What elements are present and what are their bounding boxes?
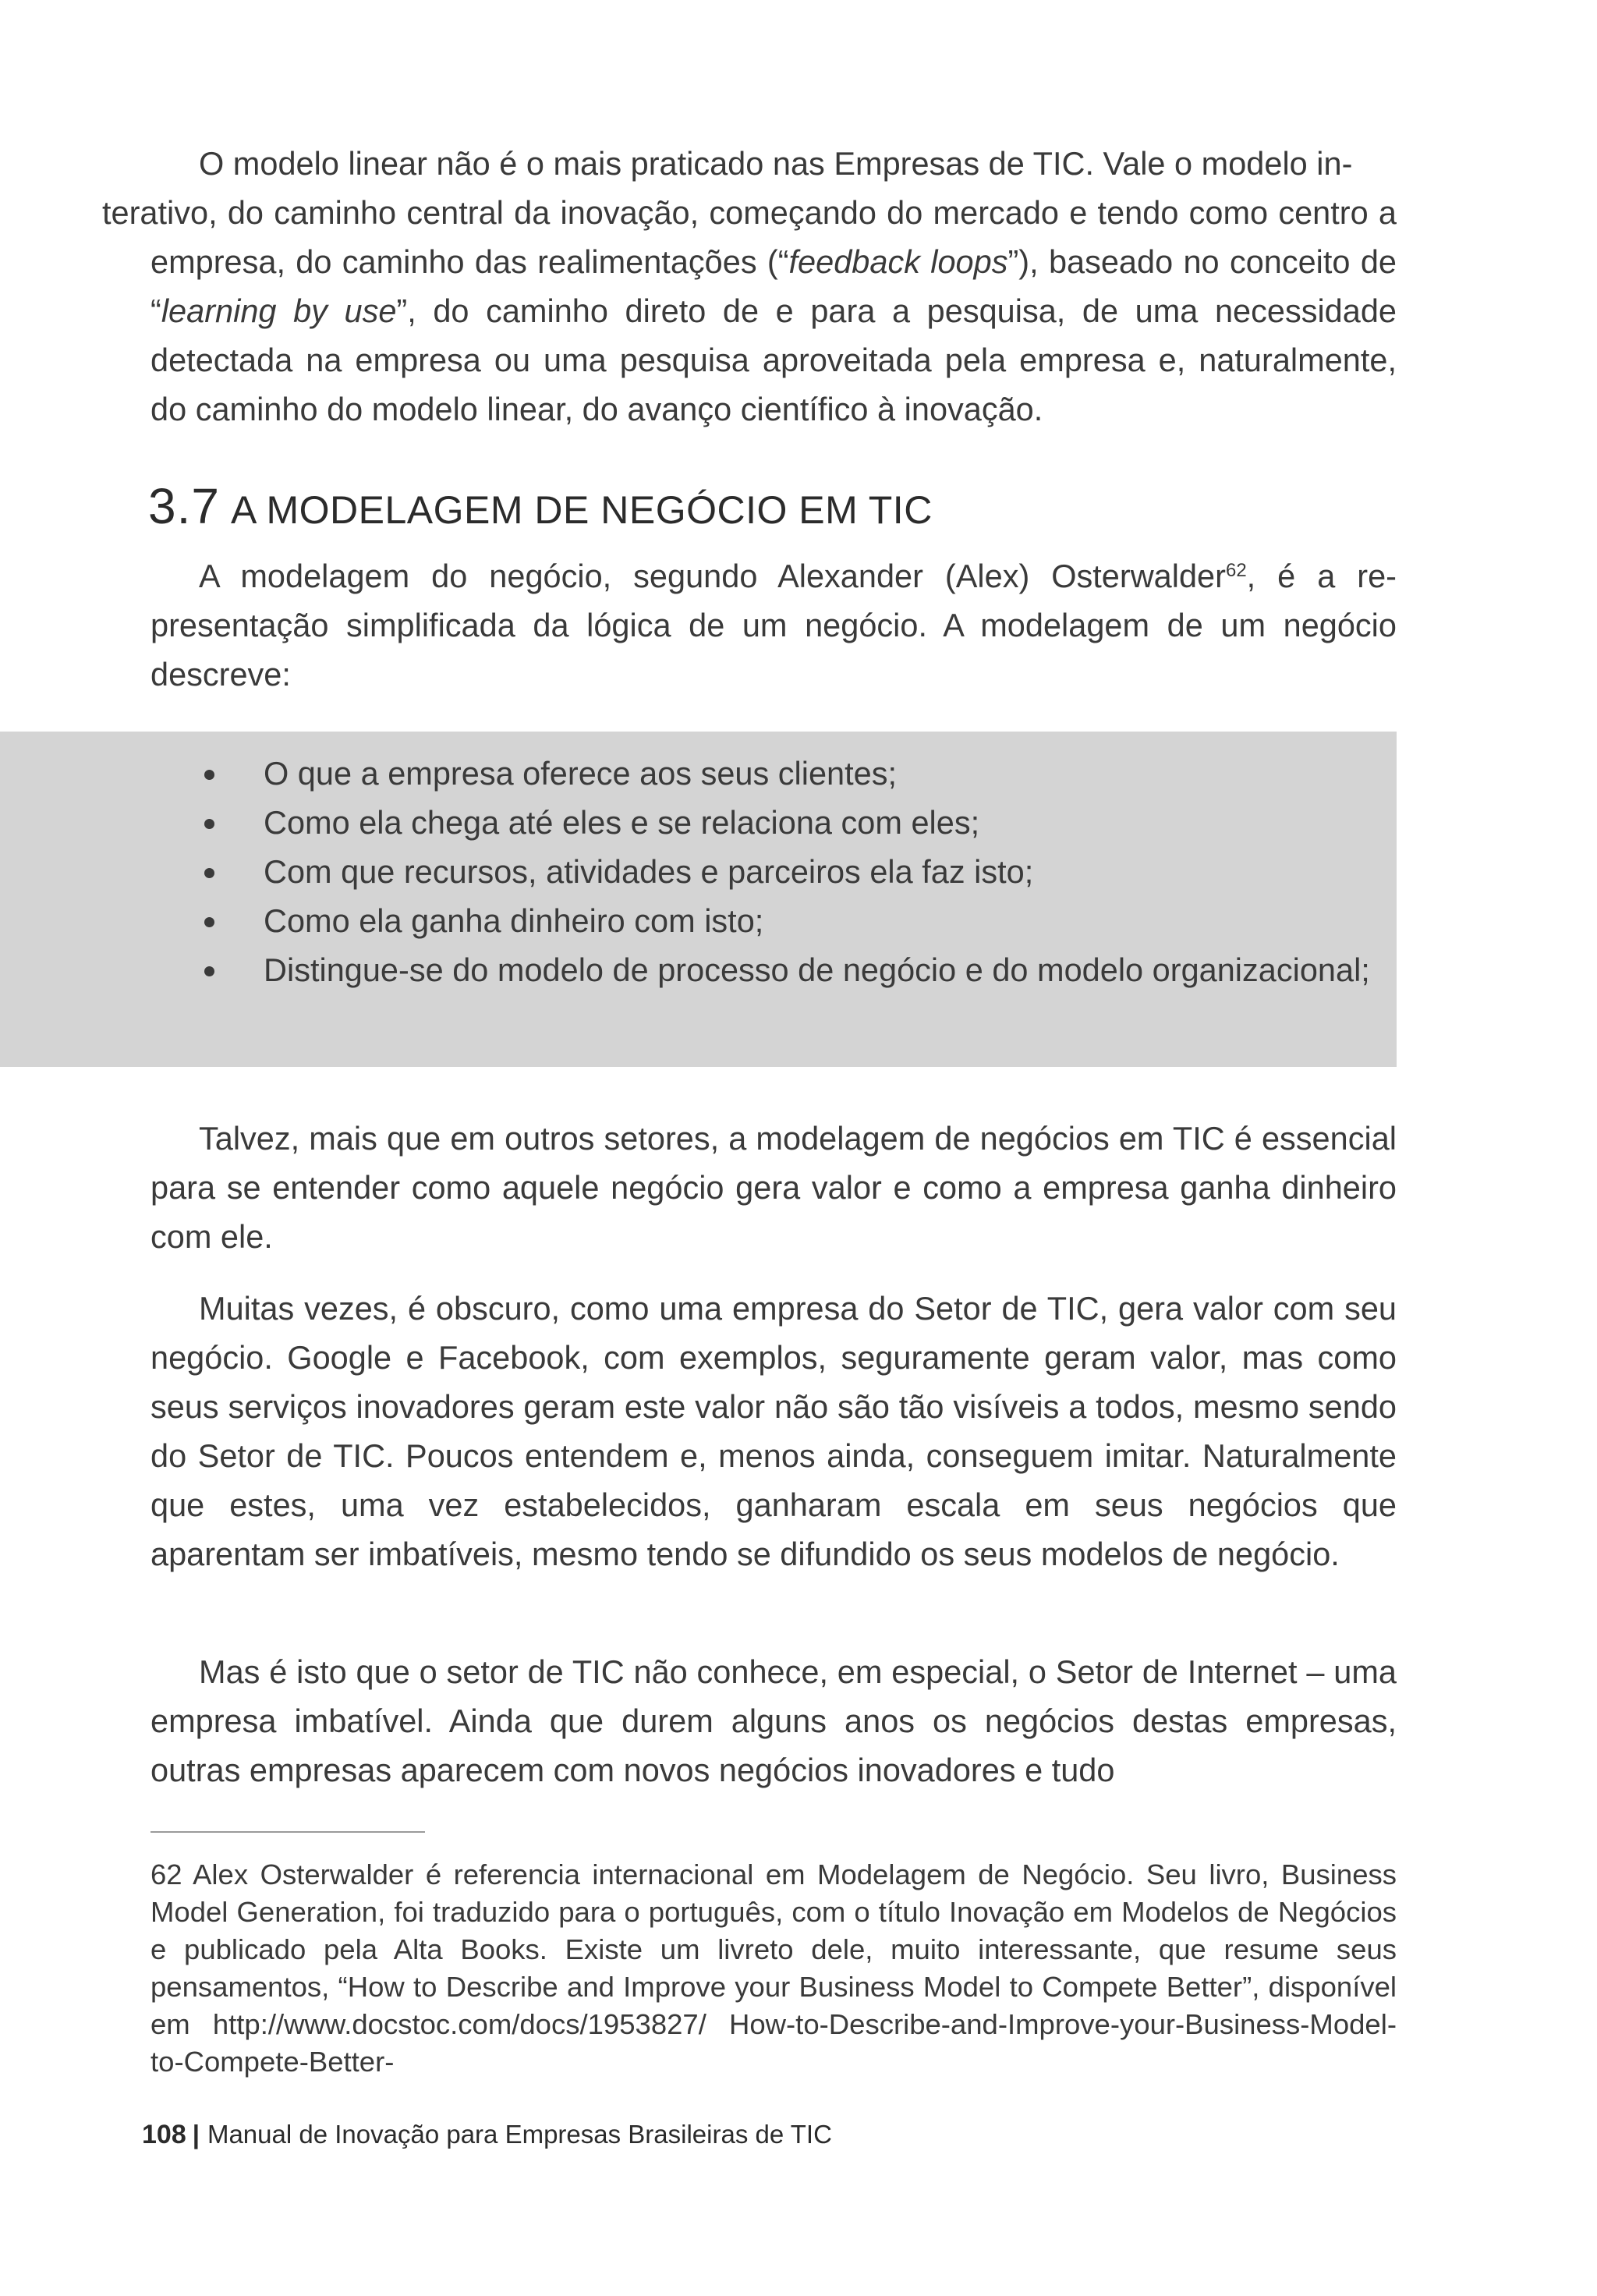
- paragraph-intro-emphasis-2: learning by use: [161, 292, 397, 329]
- paragraph-examples: [150, 1284, 1397, 1578]
- paragraph-internet-text: Mas é isto que o setor de TIC não conhece, em especial, o Setor de Internet – uma empresa imbatível. Ainda que durem alguns anos os negócios destas empresas, outras empresas aparecem com novos negócios inovadores e tudo: [150, 1653, 1397, 1788]
- paragraph-definition: [150, 551, 1397, 699]
- bullet-dot-icon: [204, 819, 214, 829]
- paragraph-examples-text: Muitas vezes, é obscuro, como uma empresa do Setor de TIC, gera valor com seu negócio. Google e Facebook, com exemplos, seguramente geram valor, mas como seus serviços inovadores geram este valor não são tão visíveis a todos, mesmo sendo do Setor de TIC. Poucos entendem e, menos ainda, conseguem imitar. Naturalmente que estes, uma vez estabelecidos, ganharam escala em seus negócios que aparentam ser imbatíveis, mesmo tendo se difundido os seus modelos de negócio.: [150, 1290, 1397, 1572]
- paragraph-intro-text-2: ”), baseado no conceito de “: [150, 243, 1397, 329]
- bullet-item: [0, 945, 1397, 994]
- footnote-divider: [150, 1831, 425, 1833]
- paragraph-value: [150, 1114, 1397, 1261]
- paragraph-intro-text-1: terativo, do caminho central da inovação, começando do mercado e tendo como centro a empresa, do caminho das realimentações (“: [102, 194, 1397, 280]
- paragraph-internet: [150, 1647, 1397, 1795]
- footnote-reference: 62: [1225, 560, 1247, 581]
- bullet-dot-icon: [204, 966, 214, 976]
- bullet-item: [0, 749, 1397, 798]
- paragraph-intro: [102, 139, 1397, 434]
- footer-separator: |: [192, 2120, 200, 2149]
- paragraph-definition-text-1: A modelagem do negócio, segundo Alexander (Alex) Osterwalder: [199, 558, 1226, 594]
- bullet-item-text: Distingue-se do modelo de processo de negócio e do modelo organizacional;: [264, 951, 1370, 988]
- paragraph-definition-text-2: , é a representação simplificada da lógica de um negócio. A modelagem de um negócio descreve:: [150, 558, 1397, 693]
- bullet-item-text: Como ela ganha dinheiro com isto;: [264, 902, 764, 939]
- paragraph-intro-line-1: O modelo linear não é o mais praticado nas Empresas de TIC. Vale o modelo in-: [199, 145, 1353, 182]
- bullet-dot-icon: [204, 770, 214, 780]
- section-heading: [148, 477, 1396, 535]
- bullet-dot-icon: [204, 868, 214, 878]
- section-number: 3.7: [148, 478, 220, 534]
- bullet-item-text: O que a empresa oferece aos seus clientes;: [264, 755, 898, 792]
- page-footer: [142, 2120, 832, 2150]
- paragraph-intro-emphasis-1: feedback loops: [788, 243, 1008, 280]
- bullet-dot-icon: [204, 917, 214, 927]
- bullet-item: [0, 798, 1397, 847]
- page-number: 108: [142, 2120, 186, 2149]
- bullet-item-text: Como ela chega até eles e se relaciona com eles;: [264, 804, 980, 841]
- bullet-list: [0, 749, 1397, 994]
- bullet-item-text: Com que recursos, atividades e parceiros ela faz isto;: [264, 853, 1034, 890]
- paragraph-intro-text-3: ”, do caminho direto de e para a pesquisa, de uma necessidade detectada na empresa ou uma pesquisa aproveitada pela empresa e, naturalmente, do caminho do modelo linear, do avanço científico à inovação.: [150, 292, 1397, 427]
- book-title: Manual de Inovação para Empresas Brasileiras de TIC: [207, 2120, 832, 2149]
- section-title: A MODELAGEM DE NEGÓCIO EM TIC: [230, 488, 933, 532]
- bullet-item: [0, 896, 1397, 945]
- footnote-text: 62 Alex Osterwalder é referencia internacional em Modelagem de Negócio. Seu livro, Business Model Generation, foi traduzido para o português, com o título Inovação em Modelos de Negócios e publicado pela Alta Books. Existe um livreto dele, muito interessante, que resume seus pensamentos, “How to Describe and Improve your Business Model to Compete Better”, disponível em http://www.docstoc.com/docs/1953827/ How-to-Describe-and-Improve-your-Business-Model-to-Compete-Better-: [150, 1858, 1397, 2078]
- bullet-item: [0, 847, 1397, 896]
- paragraph-value-text: Talvez, mais que em outros setores, a modelagem de negócios em TIC é essencial para se entender como aquele negócio gera valor e como a empresa ganha dinheiro com ele.: [150, 1120, 1397, 1255]
